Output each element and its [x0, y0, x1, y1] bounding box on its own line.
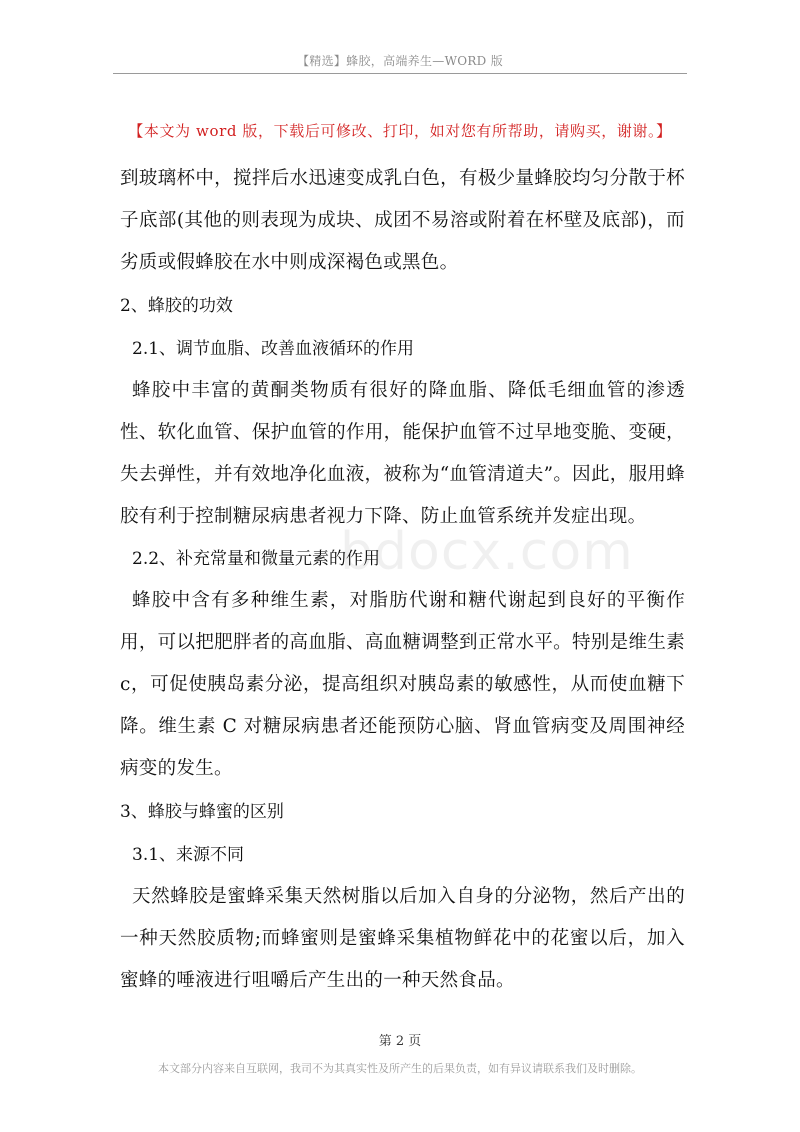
page-header: 【精选】蜂胶，高端养生—WORD 版 — [296, 54, 504, 68]
footer-disclaimer: 本文部分内容来自互联网，我司不为其真实性及所产生的后果负责，如有异议请联系我们及时删除。 — [158, 1062, 642, 1075]
section-heading: 3、蜂胶与蜂蜜的区别 — [120, 802, 284, 822]
paragraph: 到玻璃杯中，搅拌后水迅速变成乳白色，有极少量蜂胶均匀分散于杯子底部(其他的则表现为成块、成团不易溶或附着在杯壁及底部)，而劣质或假蜂胶在水中则成深褐色或黑色。 — [120, 168, 685, 273]
paragraph: 天然蜂胶是蜜蜂采集天然树脂以后加入自身的分泌物，然后产出的一种天然胶质物;而蜂蜜则是蜜蜂采集植物鲜花中的花蜜以后，加入蜜蜂的唾液进行咀嚼后产生出的一种天然食品。 — [120, 886, 685, 991]
paragraph: 蜂胶中含有多种维生素，对脂肪代谢和糖代谢起到良好的平衡作用，可以把肥胖者的高血脂、高血糖调整到正常水平。特别是维生素 c，可促使胰岛素分泌，提高组织对胰岛素的敏感性，从而使血糖下降。维生素 C 对糖尿病患者还能预防心脑、肾血管病变及周围神经病变的发生。 — [120, 590, 685, 779]
purchase-notice: 【本文为 word 版，下载后可修改、打印，如对您有所帮助，请购买，谢谢。】 — [128, 122, 672, 140]
watermark: bdocx.com — [340, 522, 634, 582]
header-divider — [113, 73, 687, 74]
page-number: 第 2 页 — [378, 1034, 422, 1049]
document-body — [120, 158, 685, 1002]
subsection-heading: 2.1、调节血脂、改善血液循环的作用 — [132, 339, 415, 359]
section-heading: 2、蜂胶的功效 — [120, 296, 233, 316]
subsection-heading: 2.2、补充常量和微量元素的作用 — [132, 549, 381, 569]
paragraph: 蜂胶中丰富的黄酮类物质有很好的降血脂、降低毛细血管的渗透性、软化血管、保护血管的作用，能保护血管不过早地变脆、变硬，失去弹性，并有效地净化血液，被称为“血管清道夫”。因此，服用蜂胶有利于控制糖尿病患者视力下降、防止血管系统并发症出现。 — [120, 380, 685, 527]
subsection-heading: 3.1、来源不同 — [132, 845, 245, 865]
